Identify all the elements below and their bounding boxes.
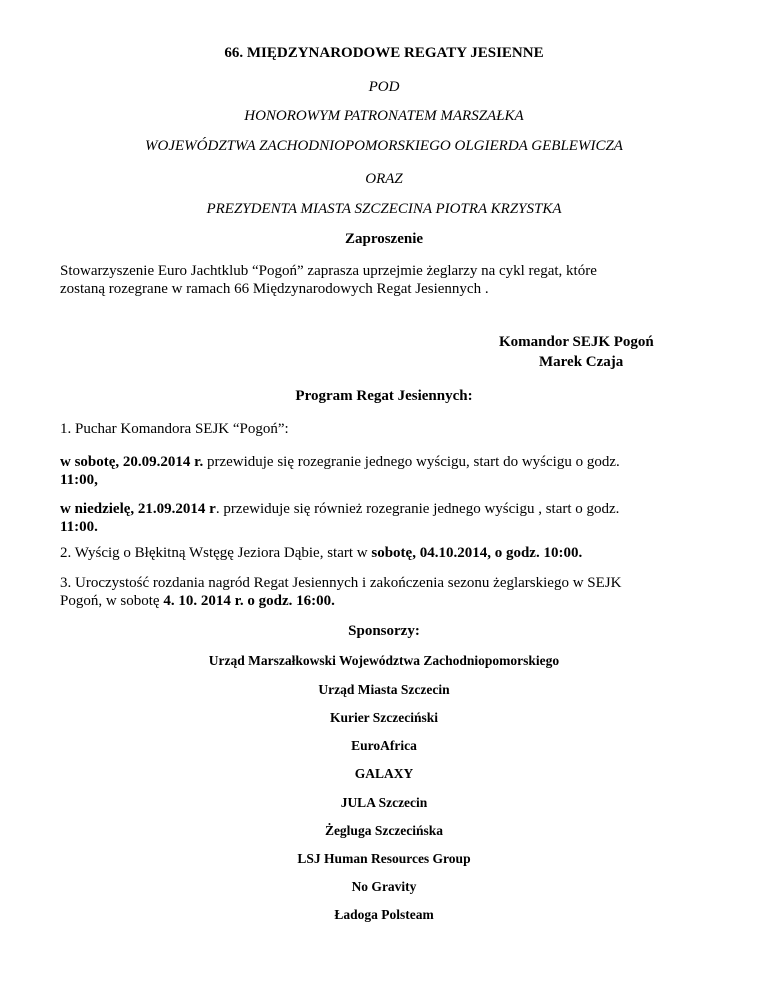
- sponsor-item: GALAXY: [354, 766, 414, 781]
- sponsor-item: Urząd Marszałkowski Województwa Zachodniopomorskiego: [208, 653, 560, 668]
- header-line-oraz: ORAZ: [365, 171, 403, 187]
- sponsor-item: JULA Szczecin: [340, 795, 428, 810]
- invitation-heading: Zaproszenie: [344, 231, 424, 247]
- header-line-voivodeship: WOJEWÓDZTWA ZACHODNIOPOMORSKIEGO OLGIERDA GEBLEWICZA: [145, 138, 623, 154]
- header-line-patronage: HONOROWYM PATRONATEM MARSZAŁKA: [244, 108, 524, 124]
- sponsors-heading: Sponsorzy:: [348, 623, 420, 639]
- program-item-1a-time: 11:00,: [60, 472, 98, 488]
- invitation-line-1: Stowarzyszenie Euro Jachtklub “Pogoń” zaprasza uprzejmie żeglarzy na cykl regat, które: [60, 263, 597, 279]
- program-item-1b: [60, 500, 720, 536]
- program-item-2-text: 2. Wyścig o Błękitną Wstęgę Jeziora Dąbie, start w: [60, 545, 372, 561]
- program-item-1: 1. Puchar Komandora SEJK “Pogoń”:: [60, 421, 289, 437]
- program-item-3-text: Pogoń, w sobotę: [60, 593, 164, 609]
- program-item-2-date: sobotę, 04.10.2014, o godz. 10:00.: [371, 545, 583, 561]
- header-line-president: PREZYDENTA MIASTA SZCZECINA PIOTRA KRZYSTKA: [206, 201, 562, 217]
- program-item-1a-text: przewiduje się rozegranie jednego wyścigu, start do wyścigu o godz.: [203, 454, 620, 470]
- program-item-3: [60, 574, 720, 610]
- header-line-pod: POD: [368, 79, 400, 95]
- sponsor-item: No Gravity: [351, 879, 417, 894]
- program-heading: Program Regat Jesiennych:: [295, 388, 473, 404]
- sponsor-item: EuroAfrica: [351, 738, 417, 753]
- program-item-3-line-1: 3. Uroczystość rozdania nagród Regat Jesiennych i zakończenia sezonu żeglarskiego w SEJK: [60, 575, 622, 591]
- invitation-line-2: zostaną rozegrane w ramach 66 Międzynarodowych Regat Jesiennych .: [60, 281, 489, 297]
- program-item-1b-text: . przewiduje się również rozegranie jednego wyścigu , start o godz.: [215, 501, 620, 517]
- signature-name: Marek Czaja: [539, 354, 624, 370]
- document-title: 66. MIĘDZYNARODOWE REGATY JESIENNE: [224, 45, 544, 61]
- program-item-1a-date: w sobotę, 20.09.2014 r.: [60, 454, 204, 470]
- sponsor-item: Ładoga Polsteam: [334, 907, 434, 922]
- program-item-1b-time: 11:00.: [60, 519, 98, 535]
- sponsor-item: Kurier Szczeciński: [329, 710, 439, 725]
- sponsor-item: Urząd Miasta Szczecin: [318, 682, 450, 697]
- program-item-1a: [60, 453, 720, 489]
- sponsor-item: LSJ Human Resources Group: [297, 851, 471, 866]
- signature-role: Komandor SEJK Pogoń: [499, 334, 654, 350]
- program-item-3-line-2: [60, 592, 720, 610]
- program-item-3-date: 4. 10. 2014 r. o godz. 16:00.: [163, 593, 335, 609]
- program-item-2: [60, 544, 720, 562]
- program-item-1b-date: w niedzielę, 21.09.2014 r: [60, 501, 216, 517]
- invitation-body: [60, 262, 720, 298]
- sponsor-item: Żegluga Szczecińska: [324, 823, 444, 838]
